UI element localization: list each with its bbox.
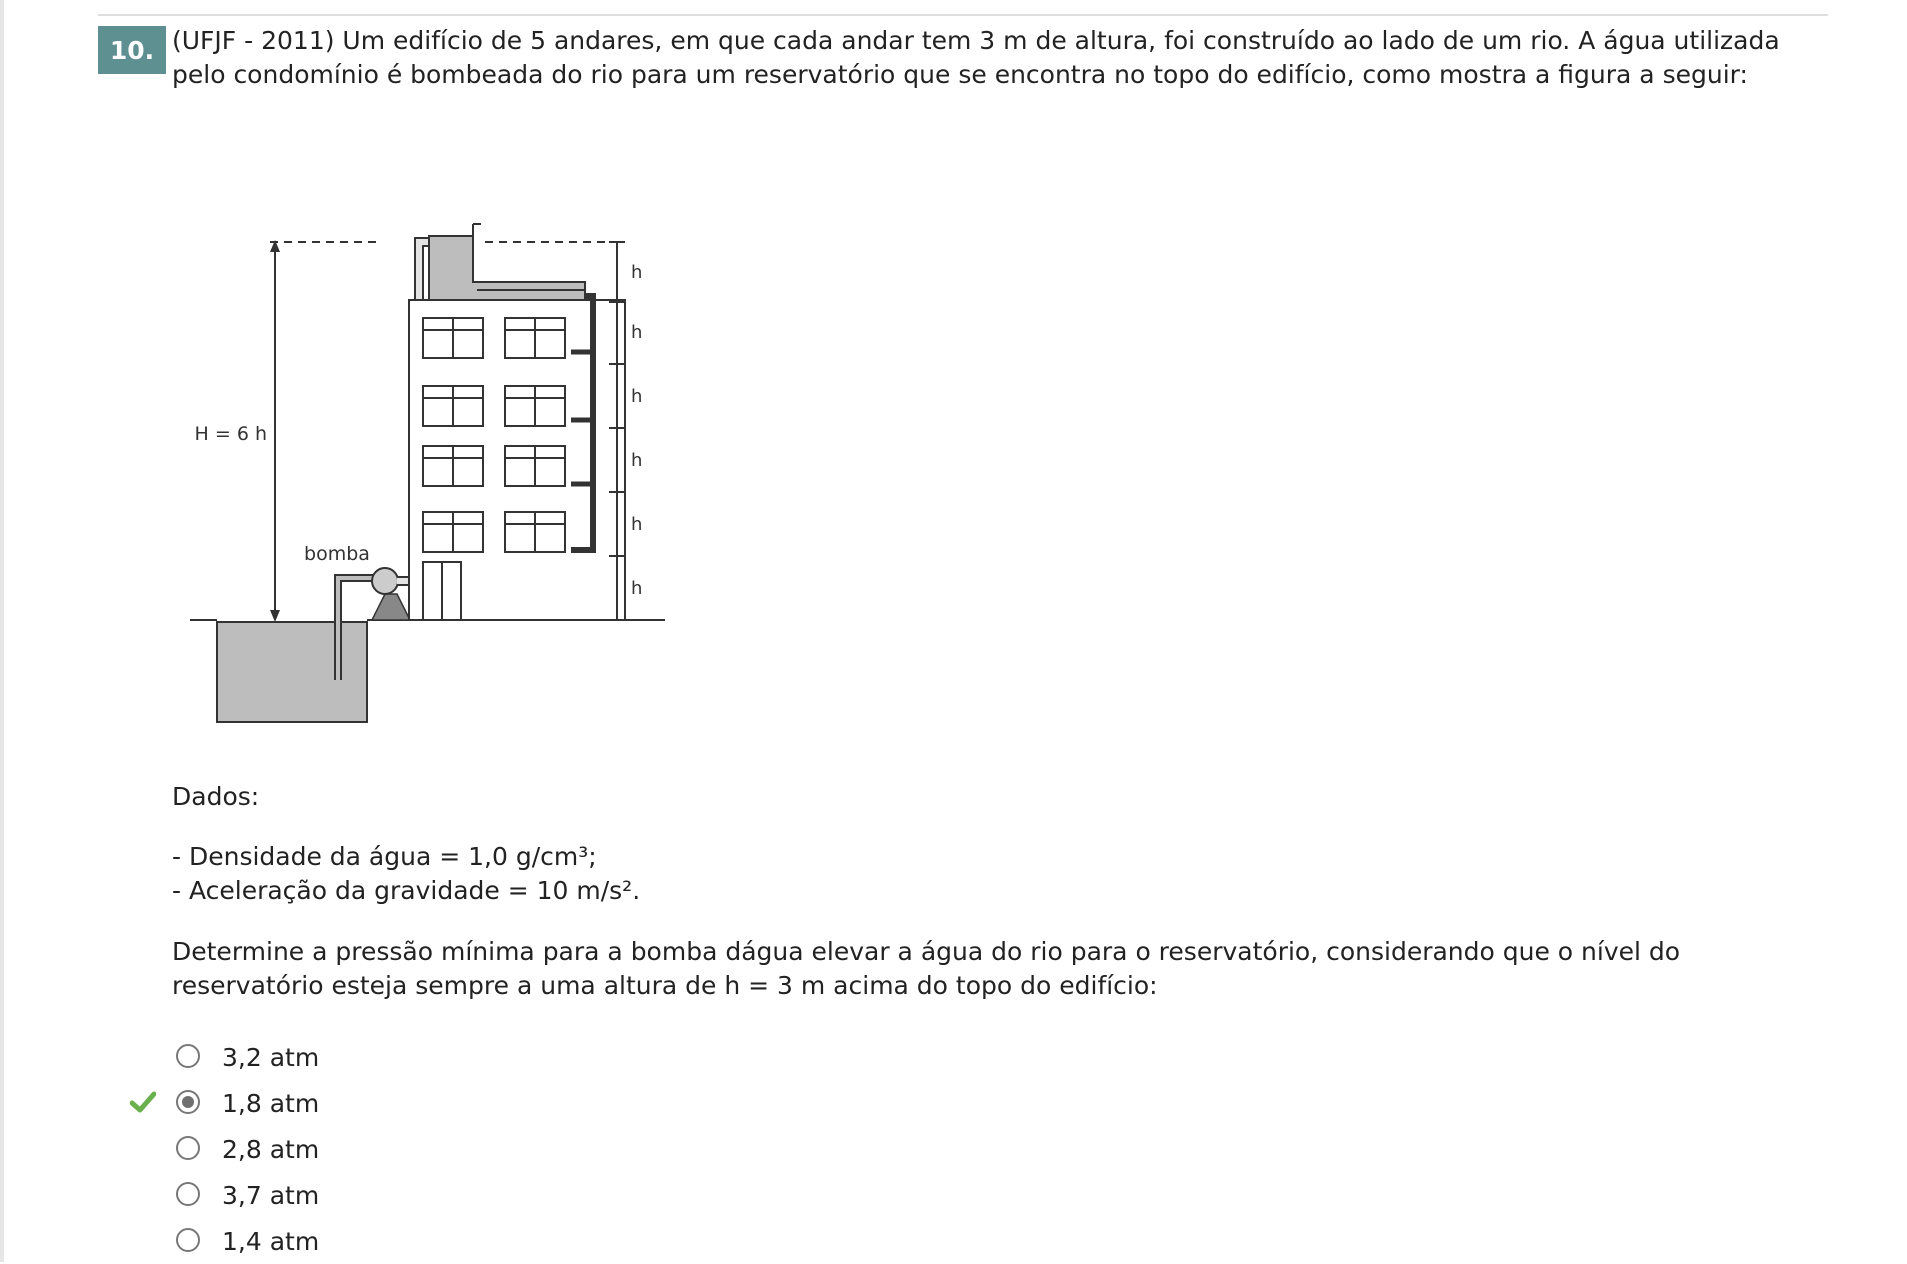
building-pump-diagram (175, 120, 780, 740)
pump-label: bomba (304, 543, 370, 565)
floor-h-label-1: h (631, 262, 643, 283)
dado-gravidade: - Aceleração da gravidade = 10 m/s². (172, 876, 641, 905)
dados-title: Dados: (172, 782, 260, 811)
river-water (217, 622, 367, 722)
radio-button[interactable] (176, 1182, 200, 1206)
floor-h-label-5: h (631, 514, 643, 535)
radio-button-selected[interactable] (176, 1090, 200, 1114)
radio-button[interactable] (176, 1228, 200, 1252)
pump-base (372, 594, 410, 620)
question-number-badge: 10. (98, 26, 166, 74)
radio-button[interactable] (176, 1044, 200, 1068)
answer-options (130, 1034, 319, 1264)
option-label: 1,4 atm (222, 1226, 320, 1256)
dado-densidade: - Densidade da água = 1,0 g/cm³; (172, 842, 597, 871)
option-label: 2,8 atm (222, 1134, 320, 1164)
floor-h-label-2: h (631, 322, 643, 343)
question-text: (UFJF - 2011) Um edifício de 5 andares, em que cada andar tem 3 m de altura, foi construído ao lado de um rio. A água utilizada pelo condomínio é bombeada do rio para um reservatório que se encontra no topo do edifício, como mostra a figura a seguir: (172, 26, 1780, 89)
option-2[interactable] (130, 1080, 319, 1126)
floor-h-label-6: h (631, 578, 643, 599)
question-prompt: Determine a pressão mínima para a bomba dágua elevar a água do rio para o reservatório, considerando que o nível do reservatório esteja sempre a uma altura de h = 3 m acima do topo do edifício: (172, 937, 1681, 1000)
diagram-svg (175, 120, 780, 740)
option-label: 1,8 atm (222, 1088, 320, 1118)
height-label: H = 6 h (194, 423, 267, 445)
radio-button[interactable] (176, 1136, 200, 1160)
floor-h-label-4: h (631, 450, 643, 471)
option-label: 3,7 atm (222, 1180, 320, 1210)
option-3[interactable] (130, 1126, 319, 1172)
floor-h-label-3: h (631, 386, 643, 407)
left-edge-border (0, 0, 4, 1262)
top-divider (98, 14, 1828, 16)
option-label: 3,2 atm (222, 1042, 320, 1072)
option-5[interactable] (130, 1218, 319, 1264)
pump-body (372, 568, 398, 594)
option-1[interactable] (130, 1034, 319, 1080)
option-4[interactable] (130, 1172, 319, 1218)
check-icon (130, 1090, 156, 1114)
